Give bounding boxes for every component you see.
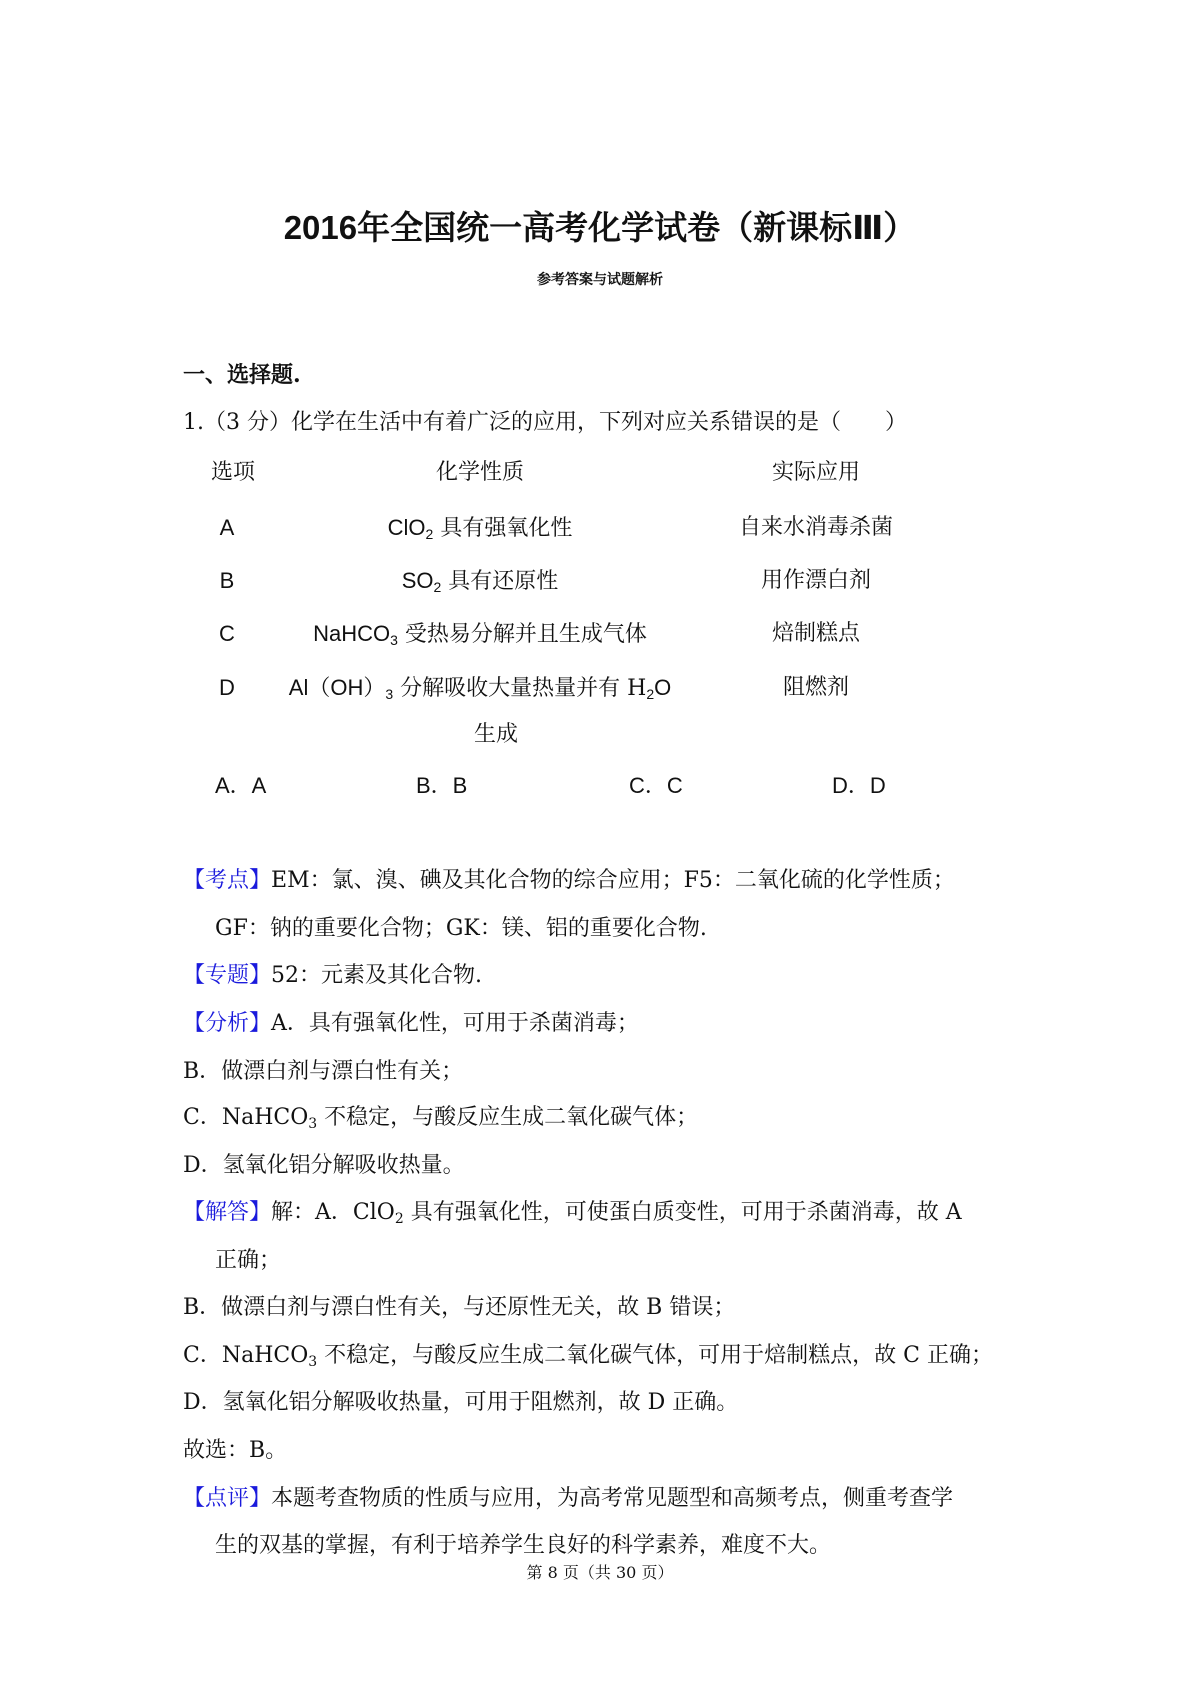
row-application: 用作漂白剂 — [760, 568, 872, 593]
kaodian-line: 【考点】EM：氯、溴、碘及其化合物的综合应用；F5：二氧化硫的化学性质； — [183, 868, 955, 893]
fenxi-label: 【分析】 — [183, 1011, 272, 1036]
row-application: 阻燃剂 — [782, 675, 850, 700]
page-footer: 第 8 页（共 30 页） — [526, 1563, 674, 1582]
dianping-line-2: 生的双基的掌握，有利于培养学生良好的科学素养，难度不大。 — [215, 1533, 832, 1558]
choice-d: D．D — [832, 773, 886, 798]
choice-b: B．B — [416, 773, 468, 798]
jieda-d: D．氢氧化铝分解吸收热量，可用于阻燃剂，故 D 正确。 — [183, 1390, 739, 1415]
row-application: 焙制糕点 — [771, 621, 861, 646]
page-title: 2016年全国统一高考化学试卷（新课标Ⅲ） — [283, 209, 917, 246]
fenxi-line: 【分析】A．具有强氧化性，可用于杀菌消毒； — [183, 1011, 639, 1036]
fenxi-b: B．做漂白剂与漂白性有关； — [183, 1059, 464, 1084]
row-property: ClO$_2$ 具有强氧化性 — [387, 515, 573, 542]
jieda-line-cont: 正确； — [215, 1248, 282, 1273]
zhuanti-line: 【专题】52：元素及其化合物. — [183, 963, 483, 988]
row-option: D — [219, 675, 235, 700]
choice-c: C．C — [629, 773, 683, 798]
page-subtitle: 参考答案与试题解析 — [537, 272, 663, 288]
fenxi-c: C．NaHCO$_3$ 不稳定，与酸反应生成二氧化碳气体； — [183, 1105, 699, 1132]
table-header-application: 实际应用 — [771, 460, 861, 485]
fenxi-d: D．氢氧化铝分解吸收热量。 — [183, 1153, 465, 1178]
jieda-c: C．NaHCO$_3$ 不稳定，与酸反应生成二氧化碳气体，可用于焙制糕点，故 C 正确； — [183, 1343, 994, 1370]
row-property: $Al(OH)_3$ 分解吸收大量热量并有 $H_2O$ — [288, 675, 672, 702]
dianping-label: 【点评】 — [183, 1486, 272, 1511]
row-option: B — [219, 568, 235, 593]
row-option: A — [219, 515, 235, 540]
jieda-label: 【解答】 — [183, 1200, 272, 1225]
jieda-line: 【解答】解：A．ClO$_2$ 具有强氧化性，可使蛋白质变性，可用于杀菌消毒，故 A — [183, 1200, 962, 1227]
section-heading: 一、选择题. — [183, 362, 301, 388]
row-property-continued: 生成 — [473, 722, 519, 747]
row-option: C — [219, 621, 235, 646]
row-property: $SO_2$ 具有还原性 — [401, 568, 559, 595]
zhuanti-label: 【专题】 — [183, 963, 272, 988]
answer-line: 故选：B。 — [183, 1438, 288, 1463]
row-property: NaHCO$_3$ 受热易分解并且生成气体 — [313, 621, 647, 648]
jieda-b: B．做漂白剂与漂白性有关，与还原性无关，故 B 错误； — [183, 1295, 736, 1320]
row-application: 自来水消毒杀菌 — [738, 515, 894, 540]
kaodian-label: 【考点】 — [183, 868, 272, 893]
kaodian-line-2: GF：钠的重要化合物；GK：镁、铝的重要化合物. — [215, 916, 707, 941]
choice-a: A．A — [215, 773, 267, 798]
table-header-option: 选项 — [210, 460, 256, 485]
table-header-property: 化学性质 — [435, 460, 525, 485]
question-text: 1.（3 分）化学在生活中有着广泛的应用，下列对应关系错误的是（ ） — [183, 410, 907, 435]
dianping-line: 【点评】本题考查物质的性质与应用，为高考常见题型和高频考点，侧重考查学 — [183, 1486, 954, 1511]
